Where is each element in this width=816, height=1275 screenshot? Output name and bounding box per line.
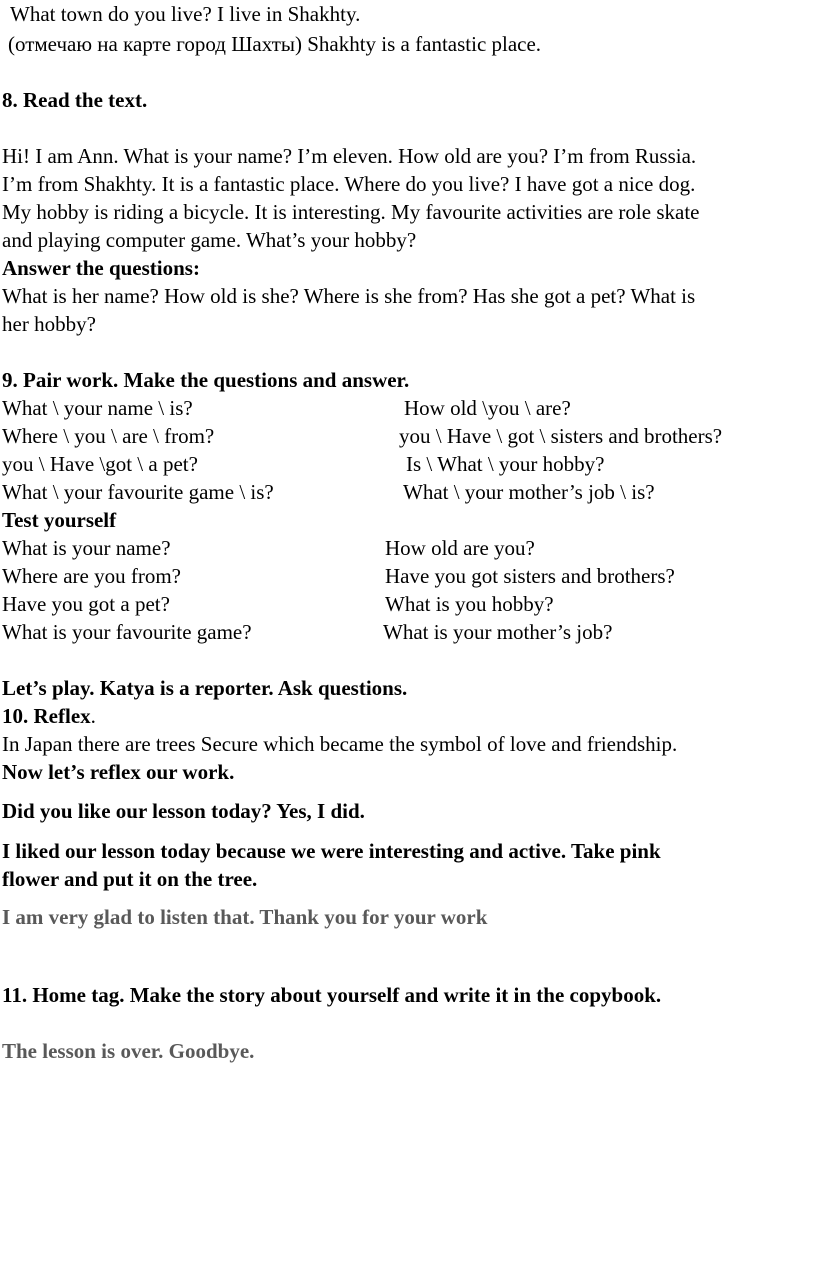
reflex-work-line: Now let’s reflex our work. (2, 760, 235, 784)
section-10-heading-text: 10. Reflex (2, 704, 91, 728)
test-left-1: What is your name? (2, 536, 171, 560)
intro-line-1: What town do you live? I live in Shakhty. (10, 2, 361, 26)
read-text-line-1: Hi! I am Ann. What is your name? I’m eleven. How old are you? I’m from Russia. (2, 144, 697, 168)
closing-line: The lesson is over. Goodbye. (2, 1039, 255, 1063)
japan-trees-line: In Japan there are trees Secure which became the symbol of love and friendship. (2, 732, 678, 756)
test-left-3: Have you got a pet? (2, 592, 170, 616)
read-text-line-3: My hobby is riding a bicycle. It is interesting. My favourite activities are role skate (2, 200, 700, 224)
read-text-line-4: and playing computer game. What’s your hobby? (2, 228, 417, 252)
section-8-heading: 8. Read the text. (2, 88, 148, 112)
pair-left-3: you \ Have \got \ a pet? (2, 452, 198, 476)
section-10-heading (2, 702, 96, 730)
intro-line-2: (отмечаю на карте город Шахты) Shakhty is a fantastic place. (8, 32, 542, 56)
liked-lesson-line-2: flower and put it on the tree. (2, 867, 258, 891)
pair-left-1: What \ your name \ is? (2, 396, 193, 420)
questions-line-1: What is her name? How old is she? Where is she from? Has she got a pet? What is (2, 284, 696, 308)
pair-left-2: Where \ you \ are \ from? (2, 424, 215, 448)
section-11-heading: 11. Home tag. Make the story about yourself and write it in the copybook. (2, 983, 662, 1007)
test-yourself-heading: Test yourself (2, 508, 117, 532)
test-right-4: What is your mother’s job? (383, 620, 613, 644)
test-right-3: What is you hobby? (385, 592, 554, 616)
section-9-heading: 9. Pair work. Make the questions and answer. (2, 368, 410, 392)
section-10-heading-dot: . (90, 704, 96, 728)
pair-right-2: you \ Have \ got \ sisters and brothers? (399, 424, 723, 448)
glad-thanks-line: I am very glad to listen that. Thank you for your work (2, 905, 488, 929)
answer-questions-heading: Answer the questions: (2, 256, 200, 280)
liked-lesson-line-1: I liked our lesson today because we were interesting and active. Take pink (2, 839, 661, 863)
did-you-like-line: Did you like our lesson today? Yes, I did. (2, 799, 365, 823)
test-right-1: How old are you? (385, 536, 535, 560)
pair-right-4: What \ your mother’s job \ is? (403, 480, 655, 504)
questions-line-2: her hobby? (2, 312, 96, 336)
read-text-line-2: I’m from Shakhty. It is a fantastic place. Where do you live? I have got a nice dog. (2, 172, 696, 196)
pair-left-4: What \ your favourite game \ is? (2, 480, 274, 504)
test-left-2: Where are you from? (2, 564, 181, 588)
pair-right-3: Is \ What \ your hobby? (406, 452, 605, 476)
test-right-2: Have you got sisters and brothers? (385, 564, 675, 588)
test-left-4: What is your favourite game? (2, 620, 252, 644)
pair-right-1: How old \you \ are? (404, 396, 571, 420)
lets-play-line: Let’s play. Katya is a reporter. Ask questions. (2, 676, 408, 700)
